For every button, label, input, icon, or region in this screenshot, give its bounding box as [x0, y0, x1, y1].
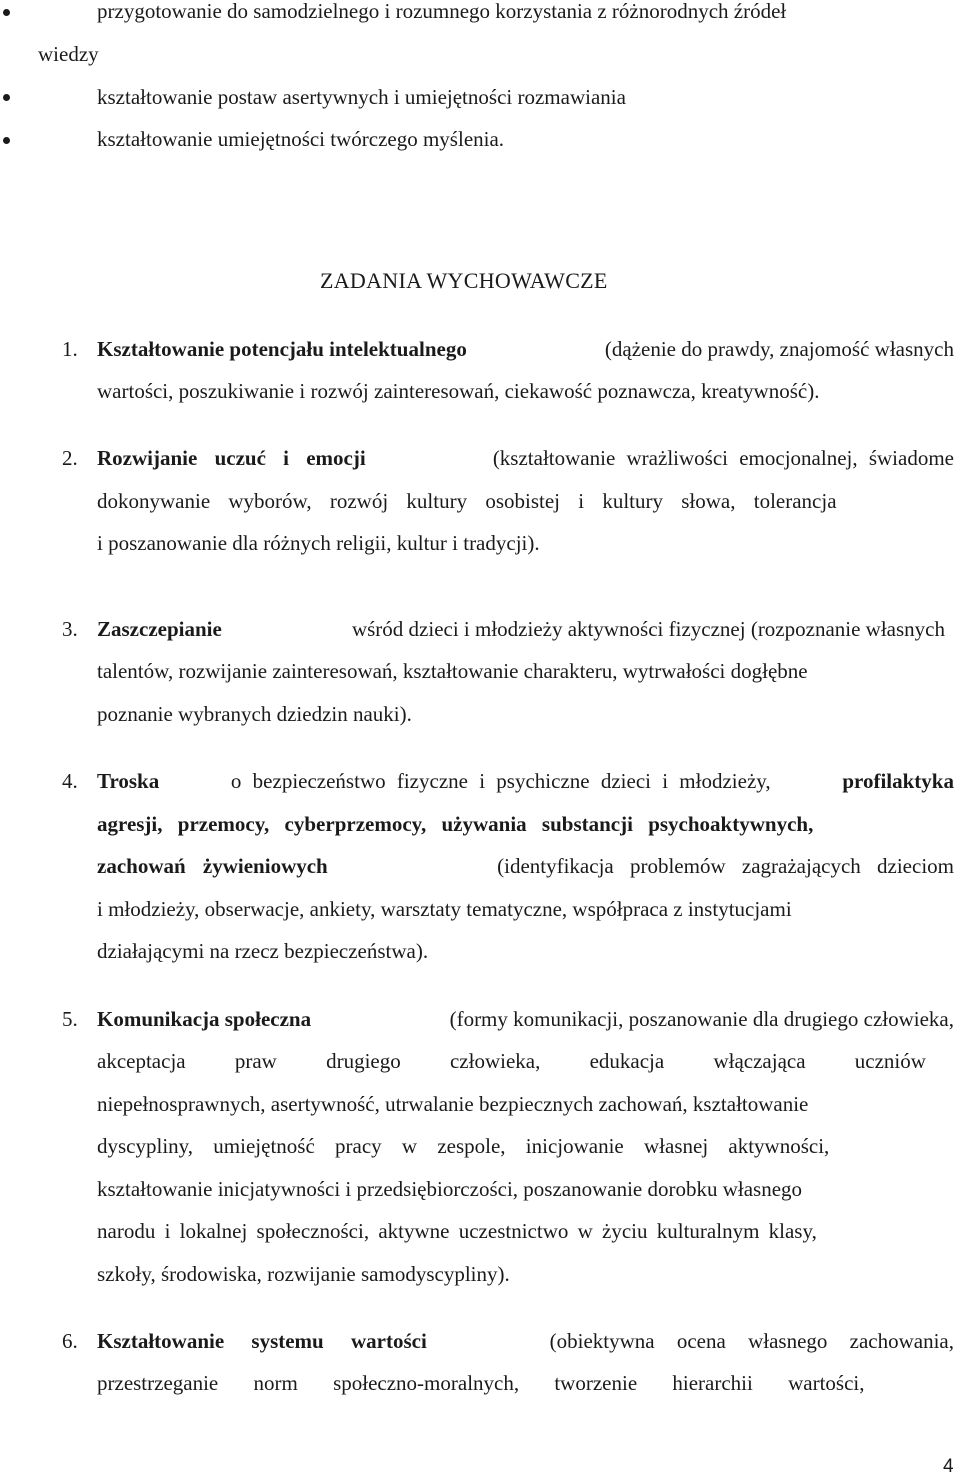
item-6-text: (obiektywna ocena własnego zachowania,: [549, 1329, 954, 1353]
item-4-title: Troska: [97, 769, 160, 793]
bullet-dot: [3, 9, 10, 16]
item-3-line-2: talentów, rozwijanie zainteresowań, kształtowanie charakteru, wytrwałości dogłębne: [97, 659, 808, 683]
item-2-line-2: dokonywanie wyborów, rozwój kultury osobistej i kultury słowa, tolerancja: [97, 489, 837, 513]
item-4-title-2: profilaktyka: [842, 769, 954, 793]
item-3-line-1: [97, 619, 945, 640]
item-5-number: 5.: [62, 1007, 78, 1031]
item-3-title: Zaszczepianie: [97, 617, 222, 641]
item-2-number: 2.: [62, 446, 78, 470]
item-2-line-3: i poszanowanie dla różnych religii, kultur i tradycji).: [97, 531, 540, 555]
bullet-1-line-2: wiedzy: [38, 42, 99, 66]
item-4-line-5: działającymi na rzecz bezpieczeństwa).: [97, 939, 429, 963]
item-5-line-3: niepełnosprawnych, asertywność, utrwalanie bezpiecznych zachowań, kształtowanie: [97, 1092, 809, 1116]
item-5-line-2: akceptacja praw drugiego człowieka, edukacja włączająca uczniów: [97, 1049, 926, 1073]
item-1-line-1: [97, 339, 954, 360]
item-6-line-1: [97, 1331, 954, 1352]
item-3-number: 3.: [62, 617, 78, 641]
item-1-text: (dążenie do prawdy, znajomość własnych: [604, 337, 954, 361]
bullet-1-line-1: przygotowanie do samodzielnego i rozumnego korzystania z różnorodnych źródeł: [97, 0, 787, 23]
item-5-line-7: szkoły, środowiska, rozwijanie samodyscypliny).: [97, 1262, 510, 1286]
item-2-text: (kształtowanie wrażliwości emocjonalnej, świadome: [492, 446, 954, 470]
item-4-text: o bezpieczeństwo fizyczne i psychiczne dzieci i młodzieży,: [230, 769, 771, 793]
bullet-2: kształtowanie postaw asertywnych i umiejętności rozmawiania: [97, 85, 626, 109]
bullet-3: kształtowanie umiejętności twórczego myślenia.: [97, 127, 505, 151]
section-heading: ZADANIA WYCHOWAWCZE: [320, 268, 608, 293]
item-3-text: wśród dzieci i młodzieży aktywności fizycznej (rozpoznanie własnych: [351, 617, 945, 641]
item-1-title: Kształtowanie potencjału intelektualnego: [97, 337, 467, 361]
item-5-line-5: kształtowanie inicjatywności i przedsiębiorczości, poszanowanie dorobku własnego: [97, 1177, 803, 1201]
item-4-bold-line: agresji, przemocy, cyberprzemocy, używania substancji psychoaktywnych,: [97, 812, 814, 836]
item-6-line-2: przestrzeganie norm społeczno-moralnych, tworzenie hierarchii wartości,: [97, 1371, 865, 1395]
item-4-line-3: [97, 856, 954, 877]
item-4-line-1: [97, 771, 954, 792]
item-6-number: 6.: [62, 1329, 78, 1353]
item-3-line-3: poznanie wybranych dziedzin nauki).: [97, 702, 412, 726]
page-number: 4: [943, 1456, 954, 1477]
item-6-title: Kształtowanie systemu wartości: [97, 1329, 427, 1353]
item-5-line-6: narodu i lokalnej społeczności, aktywne uczestnictwo w życiu kulturalnym klasy,: [97, 1219, 817, 1243]
item-4-line-2: [97, 814, 813, 835]
item-5-line-1: [97, 1009, 954, 1030]
bullet-dot: [3, 137, 10, 144]
item-4-text-3: (identyfikacja problemów zagrażających dzieciom: [497, 854, 954, 878]
item-2-title: Rozwijanie uczuć i emocji: [97, 446, 366, 470]
item-2-line-1: [97, 448, 954, 469]
item-4-bold-part: zachowań żywieniowych: [97, 854, 328, 878]
item-4-number: 4.: [62, 769, 78, 793]
item-4-line-4: i młodzieży, obserwacje, ankiety, warsztaty tematyczne, współpraca z instytucjami: [97, 897, 792, 921]
item-5-line-4: dyscypliny, umiejętność pracy w zespole, inicjowanie własnej aktywności,: [97, 1134, 830, 1158]
bullet-dot: [3, 94, 10, 101]
item-1-number: 1.: [62, 337, 78, 361]
item-5-title: Komunikacja społeczna: [97, 1007, 312, 1031]
item-1-line-2: wartości, poszukiwanie i rozwój zainteresowań, ciekawość poznawcza, kreatywność).: [97, 379, 820, 403]
item-5-text: (formy komunikacji, poszanowanie dla drugiego człowieka,: [449, 1007, 954, 1031]
